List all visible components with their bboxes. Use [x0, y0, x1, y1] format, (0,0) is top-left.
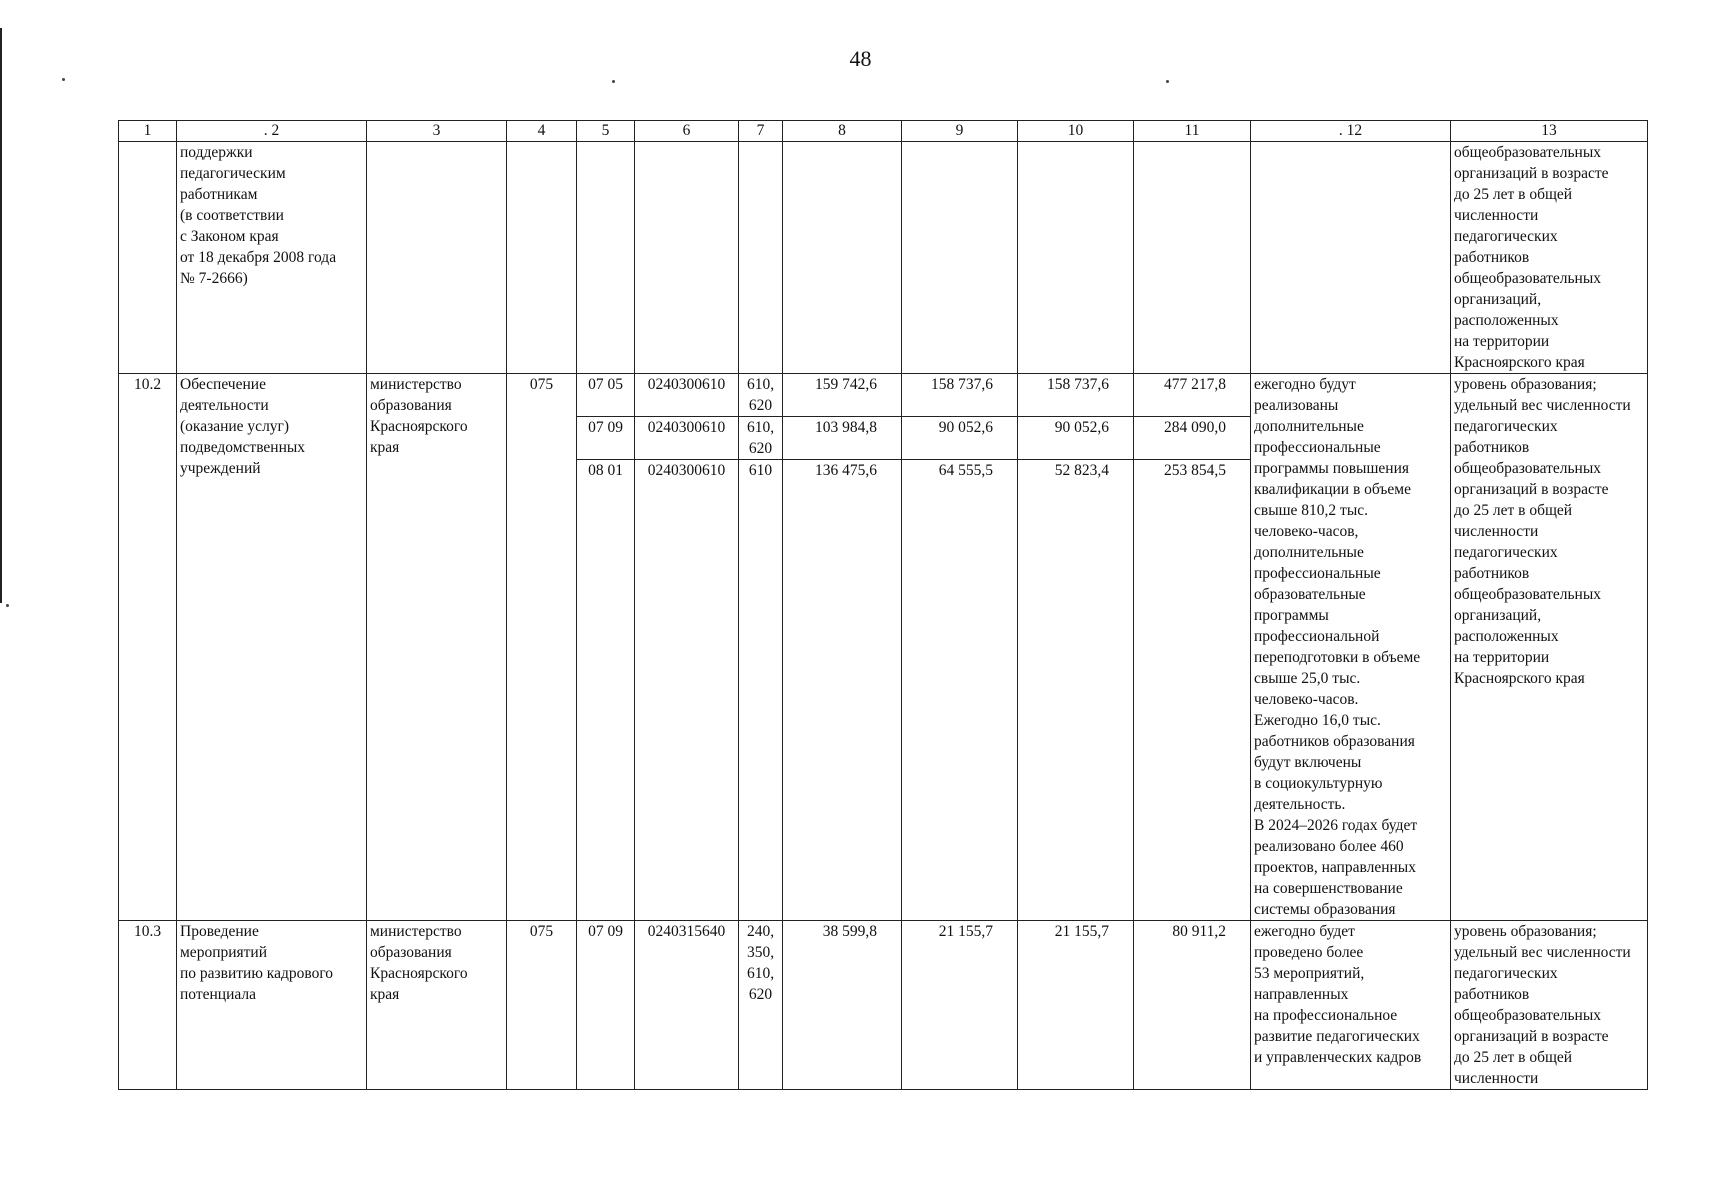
rzpr-code: 07 09 — [577, 921, 635, 1090]
amount-2025: 21 155,7 — [902, 921, 1018, 1090]
carry-over-indicator-text: общеобразовательных организаций в возрасте до 25 лет в общей численности педагогических работников общеобразовательных организаций, расположенных на территории Красноярского края — [1451, 142, 1648, 374]
col-num-3: 3 — [367, 121, 507, 142]
row-id: 10.2 — [119, 374, 177, 921]
amount-2025: 158 737,6 — [902, 374, 1018, 417]
indicator: уровень образования; удельный вес численности педагогических работников общеобразовательных организаций в возрасте до 25 лет в общей численности педагогических работников общеобразовательных организаций, расположенных на территории Красноярского края — [1451, 374, 1648, 921]
carry-over-task-text: поддержки педагогическим работникам (в соответствии с Законом края от 18 декабря 2008 года № 7-2666) — [177, 142, 367, 374]
scan-speck — [1166, 80, 1169, 83]
grbs-code: 075 — [507, 921, 577, 1090]
rzpr-code: 07 09 — [577, 417, 635, 460]
rzpr-code: 07 05 — [577, 374, 635, 417]
scan-edge-line — [0, 28, 2, 603]
amount-2026: 21 155,7 — [1018, 921, 1134, 1090]
amount-total: 253 854,5 — [1134, 460, 1251, 921]
amount-total: 80 911,2 — [1134, 921, 1251, 1090]
amount-2024: 136 475,6 — [783, 460, 902, 921]
page-number: 48 — [849, 46, 872, 71]
measure-name: Проведение мероприятий по развитию кадрового потенциала — [177, 921, 367, 1090]
col-num-2: . 2 — [177, 121, 367, 142]
vr-code: 610, 620 — [739, 417, 783, 460]
amount-2026: 52 823,4 — [1018, 460, 1134, 921]
scan-speck — [612, 80, 615, 83]
executor: министерство образования Красноярского края — [367, 374, 507, 921]
amount-2026: 158 737,6 — [1018, 374, 1134, 417]
vr-code: 240, 350, 610, 620 — [739, 921, 783, 1090]
csr-code: 0240300610 — [635, 417, 739, 460]
column-number-row — [119, 121, 1648, 142]
amount-2026: 90 052,6 — [1018, 417, 1134, 460]
col-num-6: 6 — [635, 121, 739, 142]
amount-2024: 38 599,8 — [783, 921, 902, 1090]
col-num-5: 5 — [577, 121, 635, 142]
col-num-10: 10 — [1018, 121, 1134, 142]
csr-code: 0240300610 — [635, 460, 739, 921]
amount-2024: 103 984,8 — [783, 417, 902, 460]
csr-code: 0240315640 — [635, 921, 739, 1090]
col-num-4: 4 — [507, 121, 577, 142]
program-table — [118, 120, 1648, 1090]
measure-name: Обеспечение деятельности (оказание услуг) подведомственных учреждений — [177, 374, 367, 921]
row-id: 10.3 — [119, 921, 177, 1090]
col-num-7: 7 — [739, 121, 783, 142]
col-num-1: 1 — [119, 121, 177, 142]
rzpr-code: 08 01 — [577, 460, 635, 921]
expected-result: ежегодно будут реализованы дополнительные профессиональные программы повышения квалификации в объеме свыше 810,2 тыс. человеко-часов, дополнительные профессиональные образовательные программы профессиональной переподготовки в объеме свыше 25,0 тыс. человеко-часов. Ежегодно 16,0 тыс. работников образования будут включены в социокультурную деятельность. В 2024–2026 годах будет реализовано более 460 проектов, направленных на совершенствование системы образования — [1251, 374, 1451, 921]
amount-total: 477 217,8 — [1134, 374, 1251, 417]
expected-result: ежегодно будет проведено более 53 мероприятий, направленных на профессиональное развитие педагогических и управленческих кадров — [1251, 921, 1451, 1090]
indicator: уровень образования; удельный вес численности педагогических работников общеобразовательных организаций в возрасте до 25 лет в общей численности — [1451, 921, 1648, 1090]
col-num-13: 13 — [1451, 121, 1648, 142]
vr-code: 610 — [739, 460, 783, 921]
table-row — [119, 921, 1648, 1090]
amount-total: 284 090,0 — [1134, 417, 1251, 460]
scan-speck — [62, 78, 65, 81]
table-row — [119, 374, 1648, 417]
table-row-carry-over — [119, 142, 1648, 374]
col-num-8: 8 — [783, 121, 902, 142]
grbs-code: 075 — [507, 374, 577, 921]
amount-2025: 90 052,6 — [902, 417, 1018, 460]
col-num-9: 9 — [902, 121, 1018, 142]
csr-code: 0240300610 — [635, 374, 739, 417]
amount-2025: 64 555,5 — [902, 460, 1018, 921]
col-num-12: . 12 — [1251, 121, 1451, 142]
col-num-11: 11 — [1134, 121, 1251, 142]
executor: министерство образования Красноярского края — [367, 921, 507, 1090]
vr-code: 610, 620 — [739, 374, 783, 417]
scan-speck — [6, 604, 9, 607]
amount-2024: 159 742,6 — [783, 374, 902, 417]
